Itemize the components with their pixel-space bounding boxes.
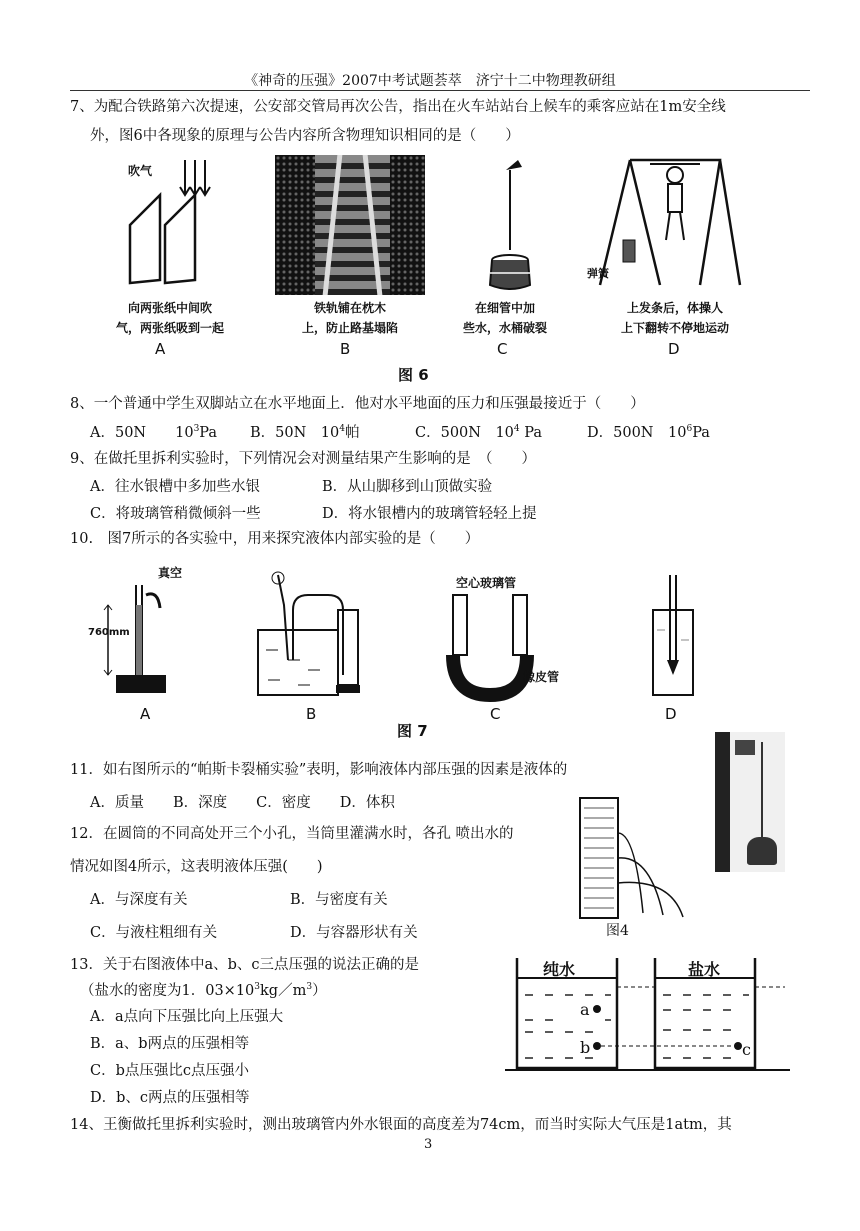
q10-stem: 10. 图7所示的各实验中，用来探究液体内部实验的是（ ）: [70, 531, 480, 547]
q9-option-a: A．往水银槽中多加些水银: [90, 479, 260, 495]
point-c-label: c: [742, 1040, 751, 1059]
fig6-letter-d: D: [668, 340, 680, 358]
fig6-title: 图 6: [398, 366, 429, 384]
pascal-barrel-photo: [715, 732, 785, 872]
rubber-tube-label: 橡皮管: [523, 670, 560, 684]
figure-6: [90, 150, 750, 385]
fig7-letter-c: C: [490, 705, 501, 723]
figure-4-label: 图4: [606, 923, 629, 939]
fig7-c-drawing: [438, 585, 588, 705]
fig7-d-drawing: [643, 570, 703, 700]
760mm-label: 760mm: [88, 627, 130, 638]
q9-option-d: D．将水银槽内的玻璃管轻轻上提: [322, 506, 537, 522]
q12-option-a: A．与深度有关: [90, 892, 188, 908]
q8-option-b: B．50N $10^4$帕: [250, 424, 360, 441]
q12-option-c: C．与液柱粗细有关: [90, 925, 218, 941]
page-number: 3: [424, 1137, 433, 1152]
q11-stem: 11．如右图所示的“帕斯卡裂桶实验”表明，影响液体内部压强的因素是液体的: [70, 762, 568, 778]
fig6-letter-b: B: [340, 340, 351, 358]
salt-water-label: 盐水: [688, 960, 721, 979]
q8-option-a: A．50N $10^3Pa$: [90, 424, 218, 441]
figure-4-drawing: [575, 793, 695, 923]
fig6-caption-d: 上发条后，体操人 上下翻转不停地运动: [620, 301, 729, 335]
vacuum-label: 真空: [158, 566, 183, 580]
q7-line2: 外，图6中各现象的原理与公告内容所含物理知识相同的是（ ）: [90, 128, 520, 144]
glass-tube-label: 空心玻璃管: [456, 576, 517, 590]
fig6-panel-c-drawing: [470, 155, 550, 295]
fig7-letter-b: B: [306, 705, 317, 723]
fig7-letter-d: D: [665, 705, 677, 723]
fig6-caption-c: 在细管中加 些水，水桶破裂: [462, 301, 547, 335]
q13-option-a: A．a点向下压强比向上压强大: [90, 1009, 284, 1025]
q9-stem: 9、在做托里拆利实验时，下列情况会对测量结果产生影响的是 （ ）: [70, 451, 536, 467]
q8-option-c: C．500N $10^4$ Pa: [415, 424, 543, 441]
figure-7: [88, 560, 708, 740]
fig7-letter-a: A: [140, 705, 151, 723]
q8-option-d: D．500N $10^6Pa$: [587, 424, 710, 441]
fig6-letter-a: A: [155, 340, 166, 358]
fig6-railway-photo: [275, 155, 425, 295]
q8-options: [90, 421, 810, 441]
spring-label: 弹簧: [587, 267, 609, 280]
q11-options: A．质量 B．深度 C．密度 D．体积: [90, 795, 395, 811]
fig6-panel-d-drawing: [590, 150, 750, 300]
fig6-caption-b: 铁轨铺在枕木 上，防止路基塌陷: [301, 301, 398, 335]
q9-option-c: C．将玻璃管稍微倾斜一些: [90, 506, 261, 522]
q12-option-d: D．与容器形状有关: [290, 925, 418, 941]
q13-option-b: B．a、b两点的压强相等: [90, 1036, 250, 1052]
fig7-b-drawing: [248, 570, 388, 700]
fig6-caption-a: 向两张纸中间吹 气，两张纸吸到一起: [115, 301, 224, 335]
header-rule: [70, 90, 810, 91]
point-a-label: a: [580, 1000, 590, 1019]
blow-label: 吹气: [128, 164, 153, 178]
fig6-letter-c: C: [497, 340, 508, 358]
q13-density-note: （盐水的密度为1．$03\times 10^3kg/m^3$）: [80, 982, 327, 999]
pure-water-label: 纯水: [543, 960, 576, 979]
fig7-title: 图 7: [397, 722, 428, 740]
q13-option-c: C．b点压强比c点压强小: [90, 1063, 249, 1079]
q8-stem: 8、一个普通中学生双脚站立在水平地面上．他对水平地面的压力和压强最接近于（ ）: [70, 396, 645, 412]
q12-option-b: B．与密度有关: [290, 892, 388, 908]
q13-stem: 13．关于右图液体中a、b、c三点压强的说法正确的是: [70, 957, 419, 973]
q9-option-b: B．从山脚移到山顶做实验: [322, 479, 493, 495]
q13-option-d: D．b、c两点的压强相等: [90, 1090, 250, 1106]
page-header: 《神奇的压强》2007中考试题荟萃 济宁十二中物理教研组: [244, 73, 616, 89]
q14-line1: 14、王衡做托里拆利实验时，测出玻璃管内外水银面的高度差为74cm，而当时实际大气压是1atm，其: [70, 1117, 732, 1133]
q7-line1: 7、为配合铁路第六次提速，公安部交管局再次公告，指出在火车站站台上候车的乘客应站在1m安全线: [70, 99, 726, 115]
point-b-label: b: [580, 1038, 591, 1057]
q12-line2: 情况如图4所示，这表明液体压强( ): [70, 859, 323, 875]
q12-line1: 12．在圆筒的不同高处开三个小孔，当筒里灌满水时，各孔 喷出水的: [70, 826, 514, 842]
